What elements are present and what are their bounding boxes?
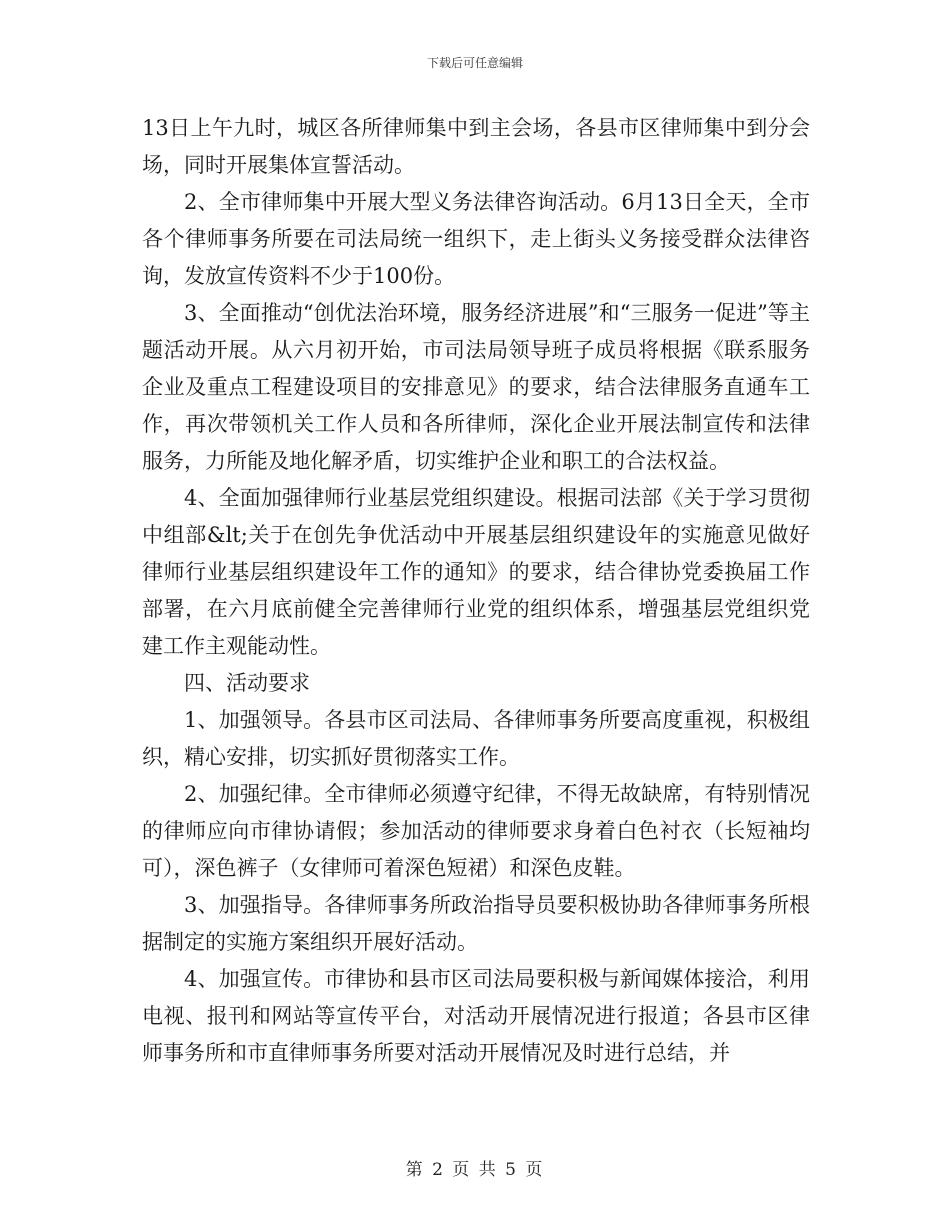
section-heading-requirements: 四、活动要求 <box>184 671 310 695</box>
paragraph-item-4-party-building: 4、全面加强律师行业基层党组织建设。根据司法部《关于学习贯彻中组部&lt;关于在创先争优活动中开展基层组织建设年的实施意见做好律师行业基层组织建设年工作的通知》的要求，结合律协党委换届工作部署，在六月底前健全完善律师行业党的组织体系，增强基层党组织党建工作主观能动性。 <box>142 486 810 658</box>
paragraph-continuation: 13日上午九时，城区各所律师集中到主会场，各县市区律师集中到分会场，同时开展集体宣誓活动。 <box>142 116 810 177</box>
paragraph-requirement-guidance: 3、加强指导。各律师事务所政治指导员要积极协助各律师事务所根据制定的实施方案组织开展好活动。 <box>142 893 810 954</box>
page-footer: 第 2 页 共 5 页 <box>405 1160 545 1180</box>
paragraph-item-2-consultation: 2、全市律师集中开展大型义务法律咨询活动。6月13日全天，全市各个律师事务所要在司法局统一组织下，走上街头义务接受群众法律咨询，发放宣传资料不少于100份。 <box>142 190 810 288</box>
paragraph-requirement-discipline: 2、加强纪律。全市律师必须遵守纪律，不得无故缺席，有特别情况的律师应向市律协请假；参加活动的律师要求身着白色衬衣（长短袖均可），深色裤子（女律师可着深色短裙）和深色皮鞋。 <box>142 782 810 880</box>
paragraph-requirement-publicity: 4、加强宣传。市律协和县市区司法局要积极与新闻媒体接洽，利用电视、报刊和网站等宣传平台，对活动开展情况进行报道；各县市区律师事务所和市直律师事务所要对活动开展情况及时进行总结，并 <box>142 967 810 1065</box>
document-body <box>142 110 810 1072</box>
paragraph-item-3-themed-activities: 3、全面推动“创优法治环境，服务经济进展”和“三服务一促进”等主题活动开展。从六月初开始，市司法局领导班子成员将根据《联系服务企业及重点工程建设项目的安排意见》的要求，结合法律服务直通车工作，再次带领机关工作人员和各所律师，深化企业开展法制宣传和法律服务，力所能及地化解矛盾，切实维护企业和职工的合法权益。 <box>142 301 810 473</box>
page-header: 下载后可任意编辑 <box>426 56 523 70</box>
paragraph-requirement-leadership: 1、加强领导。各县市区司法局、各律师事务所要高度重视，积极组织，精心安排，切实抓好贯彻落实工作。 <box>142 708 810 769</box>
